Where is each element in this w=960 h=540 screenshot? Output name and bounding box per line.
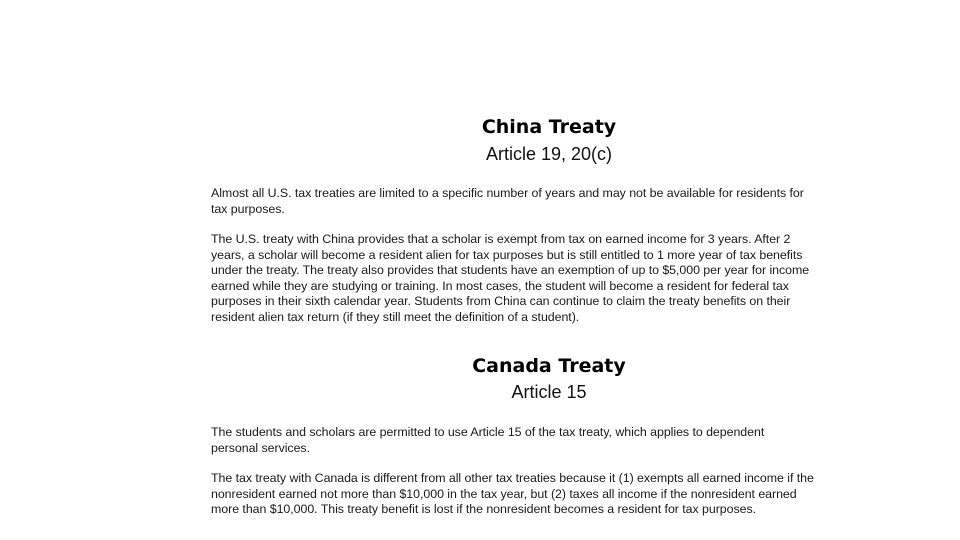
paragraph-line: nonresident earned not more than $10,000 in the tax year, but (2) taxes all income if the nonresident earned bbox=[211, 486, 797, 501]
paragraph-line: under the treaty. The treaty also provides that students have an exemption of up to $5,000 per year for income bbox=[211, 263, 810, 278]
paragraph-line: The U.S. treaty with China provides that a scholar is exempt from tax on earned income for 3 years. After 2 bbox=[211, 232, 791, 246]
paragraph-line: resident alien tax return (if they still meet the definition of a student). bbox=[211, 309, 580, 324]
canada-paragraph-2 bbox=[211, 471, 901, 518]
canada-treaty-article: Article 15 bbox=[511, 382, 587, 402]
china-treaty-article: Article 19, 20(c) bbox=[485, 144, 613, 164]
paragraph-line: personal services. bbox=[211, 440, 310, 455]
paragraph-line: Almost all U.S. tax treaties are limited to a specific number of years and may not be available for residents for bbox=[211, 186, 804, 200]
paragraph-line: The tax treaty with Canada is different from all other tax treaties because it (1) exempts all earned income if the bbox=[211, 471, 814, 485]
china-paragraph-2 bbox=[211, 232, 901, 326]
paragraph-line: purposes in their sixth calendar year. Students from China can continue to claim the treaty benefits on their bbox=[211, 294, 791, 309]
paragraph-line: earned while they are studying or training. In most cases, the student will become a resident for federal tax bbox=[211, 278, 789, 293]
china-paragraph-1 bbox=[211, 186, 901, 217]
paragraph-line: tax purposes. bbox=[211, 201, 285, 216]
paragraph-line: more than $10,000. This treaty benefit is lost if the nonresident becomes a resident for tax purposes. bbox=[211, 502, 756, 517]
paragraph-line: years, a scholar will become a resident alien for tax purposes but is still entitled to 1 more year of tax benefits bbox=[211, 247, 803, 262]
canada-paragraph-1 bbox=[211, 425, 901, 456]
canada-treaty-heading: Canada Treaty bbox=[472, 355, 626, 377]
china-treaty-heading: China Treaty bbox=[481, 116, 617, 138]
paragraph-line: The students and scholars are permitted to use Article 15 of the tax treaty, which applies to dependent bbox=[211, 425, 765, 439]
